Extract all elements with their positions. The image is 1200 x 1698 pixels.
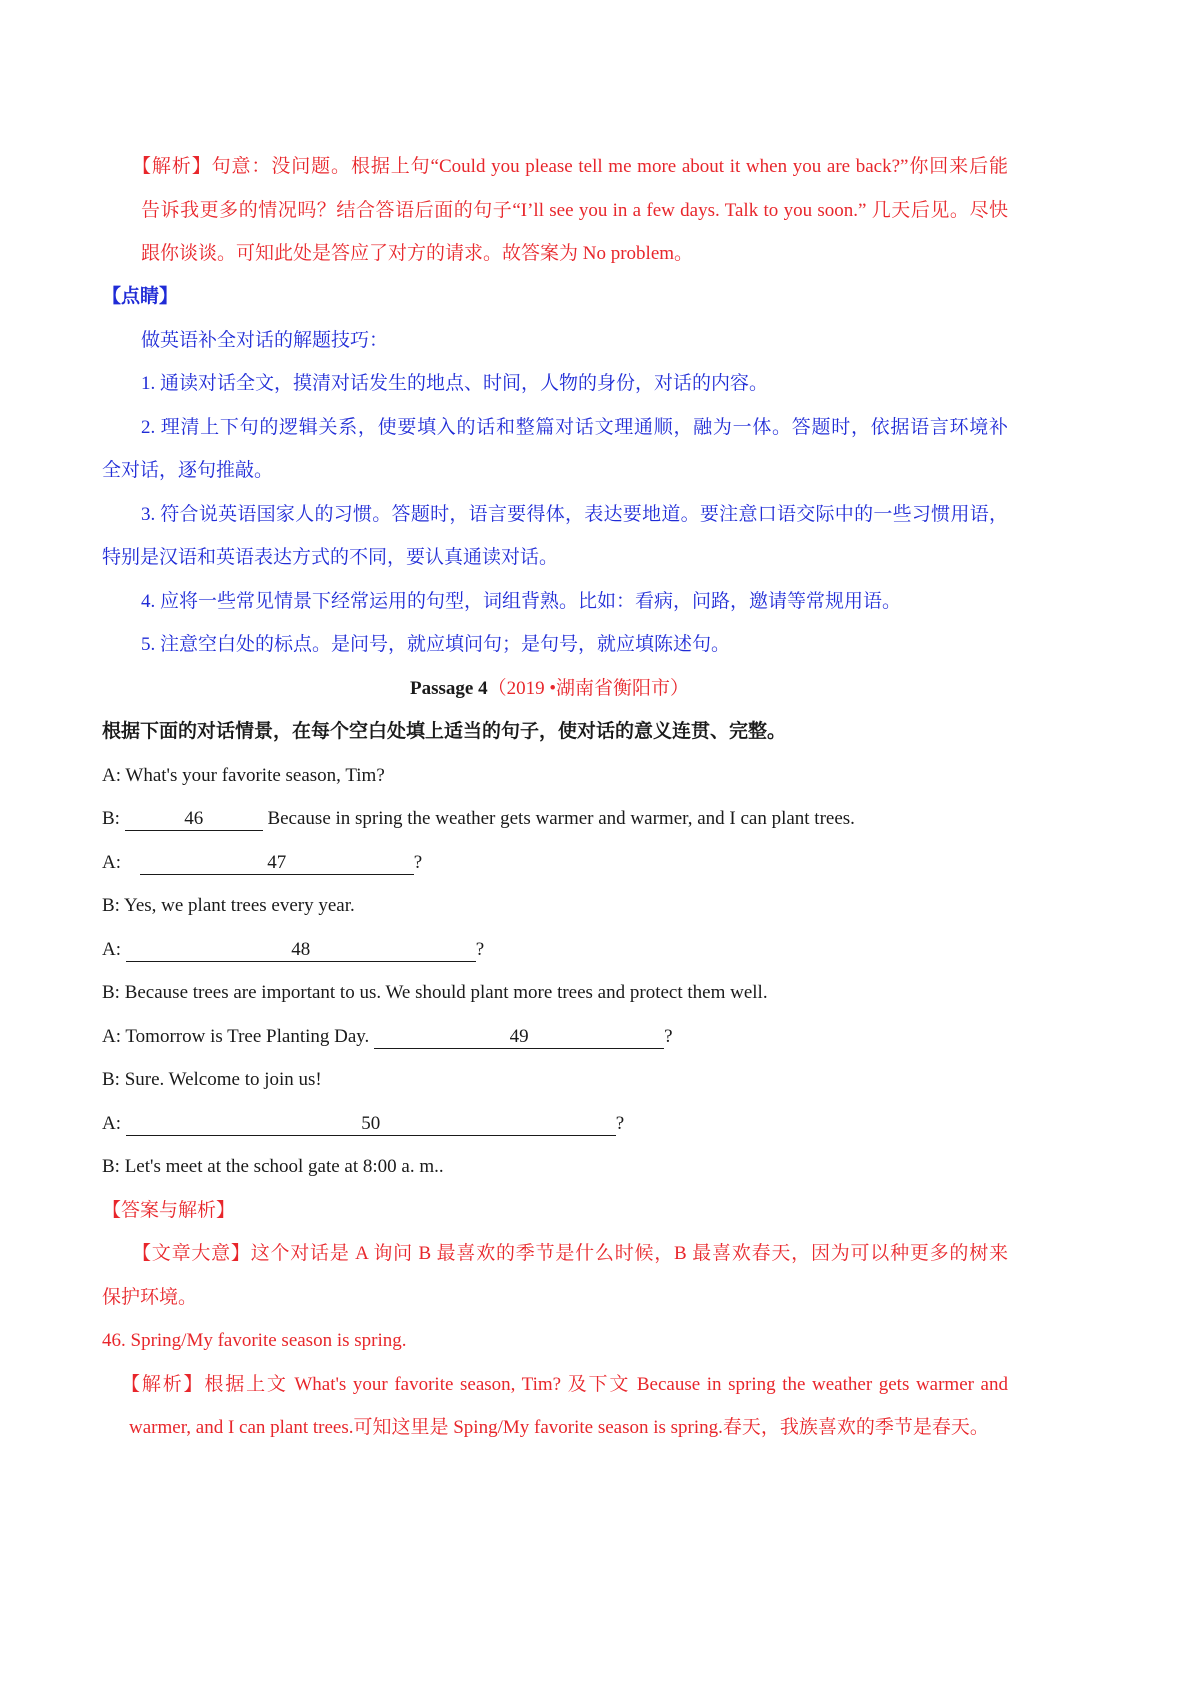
tips-item-5: 5. 注意空白处的标点。是问号，就应填问句；是句号，就应填陈述句。	[141, 634, 731, 655]
analysis-prev-label: 【解析】	[132, 156, 212, 177]
answer-46-analysis-line2: warmer, and I can plant trees.可知这里是 Sping/My favorite season is spring.春天，我族喜欢的季节是春天。	[129, 1417, 989, 1438]
dialogue-line-9	[102, 1111, 624, 1137]
summary-line1: 【文章大意】这个对话是 A 询问 B 最喜欢的季节是什么时候，B 最喜欢春天，因为可以种更多的树来	[132, 1243, 1008, 1264]
dialogue-line-2-text: Because in spring the weather gets warmer and warmer, and I can plant trees.	[267, 808, 855, 829]
dialogue-line-4: B: Yes, we plant trees every year.	[102, 895, 355, 916]
dialogue-line-1: A: What's your favorite season, Tim?	[102, 765, 385, 786]
analysis-prev-line2: 告诉我更多的情况吗？结合答语后面的句子“I’ll see you in a few days. Talk to you soon.” 几天后见。尽快	[141, 200, 1008, 221]
tips-item-3-line2: 特别是汉语和英语表达方式的不同，要认真通读对话。	[102, 547, 559, 568]
passage-title-line	[410, 676, 689, 702]
dialogue-line-5	[102, 937, 484, 963]
passage-source: （2019 •湖南省衡阳市）	[487, 678, 689, 699]
dialogue-line-7-text: A: Tomorrow is Tree Planting Day.	[102, 1026, 370, 1047]
blank-49[interactable]: 49	[374, 1026, 664, 1049]
blank-46[interactable]: 46	[125, 808, 263, 831]
summary-line2: 保护环境。	[102, 1287, 198, 1308]
tips-item-2-line1: 2. 理清上下句的逻辑关系，使要填入的话和整篇对话文理通顺，融为一体。答题时，依据语言环境补	[141, 417, 1008, 438]
dialogue-line-6: B: Because trees are important to us. We should plant more trees and protect them well.	[102, 982, 768, 1003]
blank-50[interactable]: 50	[126, 1113, 616, 1136]
speaker-a: A:	[102, 852, 121, 873]
answer-46: 46. Spring/My favorite season is spring.	[102, 1330, 407, 1351]
passage-title: Passage 4	[410, 678, 488, 699]
dialogue-line-7-punct: ?	[664, 1026, 673, 1047]
dialogue-line-7	[102, 1024, 673, 1050]
dialogue-line-2	[102, 806, 855, 832]
speaker-a: A:	[102, 939, 121, 960]
tips-item-4: 4. 应将一些常见情景下经常运用的句型，词组背熟。比如：看病，问路，邀请等常规用语。	[141, 591, 902, 612]
tips-intro: 做英语补全对话的解题技巧：	[141, 330, 389, 351]
speaker-a: A:	[102, 1113, 121, 1134]
dialogue-line-8: B: Sure. Welcome to join us!	[102, 1069, 322, 1090]
dialogue-line-3	[102, 850, 422, 876]
analysis-prev-line3: 跟你谈谈。可知此处是答应了对方的请求。故答案为 No problem。	[141, 243, 694, 264]
blank-48[interactable]: 48	[126, 939, 476, 962]
dialogue-line-3-punct: ?	[413, 852, 423, 873]
analysis-prev-line1	[132, 154, 1008, 180]
tips-item-2-line2: 全对话，逐句推敲。	[102, 460, 274, 481]
dialogue-line-5-punct: ?	[475, 939, 485, 960]
answer-46-analysis-line1: 【解析】根据上文 What's your favorite season, Tim? 及下文 Because in spring the weather gets warmer and	[121, 1374, 1008, 1395]
tips-heading: 【点睛】	[102, 286, 179, 307]
tips-item-1: 1. 通读对话全文，摸清对话发生的地点、时间，人物的身份，对话的内容。	[141, 373, 769, 394]
answers-heading: 【答案与解析】	[102, 1200, 236, 1221]
passage-instruction: 根据下面的对话情景，在每个空白处填上适当的句子，使对话的意义连贯、完整。	[102, 721, 787, 742]
speaker-b: B:	[102, 808, 120, 829]
analysis-prev-text1: 句意：没问题。根据上句“Could you please tell me more about it when you are back?”你回来后能	[211, 156, 1008, 177]
dialogue-line-9-punct: ?	[615, 1113, 625, 1134]
blank-47[interactable]: 47	[140, 852, 414, 875]
tips-item-3-line1: 3. 符合说英语国家人的习惯。答题时，语言要得体，表达要地道。要注意口语交际中的一些习惯用语，	[141, 504, 1008, 525]
dialogue-line-10: B: Let's meet at the school gate at 8:00 a. m..	[102, 1156, 444, 1177]
